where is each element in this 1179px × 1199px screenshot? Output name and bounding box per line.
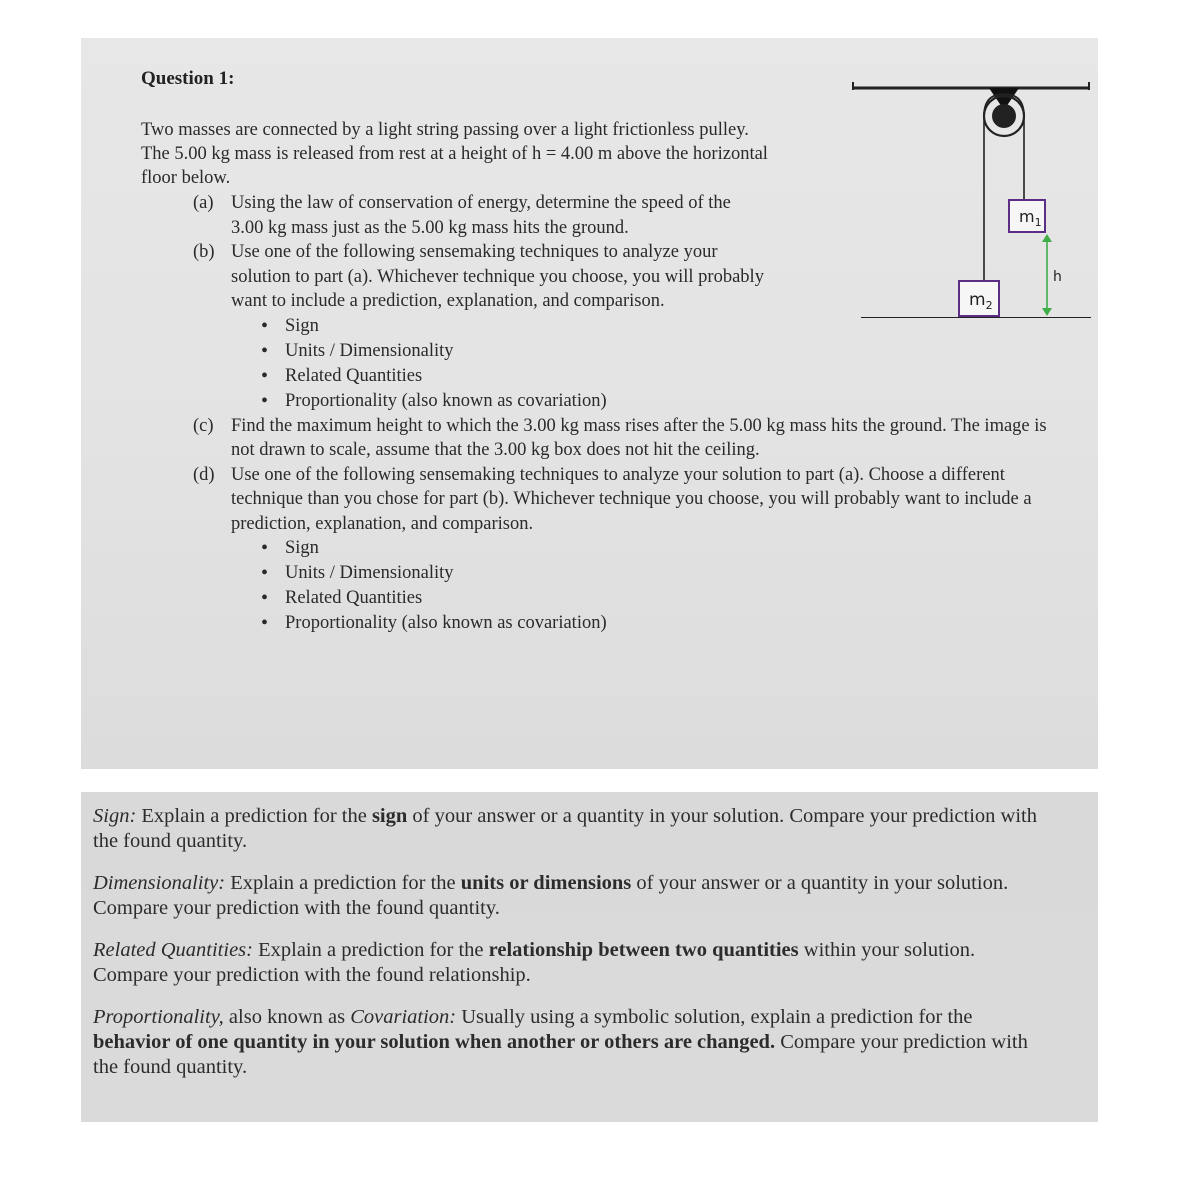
def-text: Usually using a symbolic solution, explain a prediction for the [456,1006,973,1028]
m1-label: $m_1$ [1019,207,1042,229]
part-body: Use one of the following sensemaking techniques to analyze your solution to part (a). Whichever technique you choose, you will probably want to include a prediction, explanation, and comparison. [231,242,764,311]
technique-list [231,536,1063,636]
part-label: (b) [193,242,215,262]
list-item: • Proportionality (also known as covariation) [261,611,1063,636]
pulley-diagram [771,58,1091,318]
def-text: of your answer or a quantity in your solution. Compare your prediction with the found quantity. [93,872,1009,919]
term: Sign: [93,805,137,827]
list-item: • Sign [261,314,771,339]
definition-proportionality [93,1005,1053,1080]
def-bold: sign [371,805,408,827]
question-title: Question 1: [141,68,235,89]
height-arrow-head [1042,308,1052,316]
def-text: within your solution. Compare your prediction with the found relationship. [93,939,976,986]
def-text: also known as [223,1006,351,1028]
term: Proportionality, [93,1006,224,1028]
term: Dimensionality: [93,872,226,894]
list-item: • Units / Dimensionality [261,561,1063,586]
technique-list [231,314,771,414]
definitions [93,804,1053,1097]
part-label: (a) [193,193,214,213]
part-d [193,463,1063,637]
part-text [231,463,1063,637]
pulley-hub [992,104,1016,128]
def-text: of your answer or a quantity in your solution. Compare your prediction with the found quantity. [93,805,1037,852]
part-body: Use one of the following sensemaking techniques to analyze your solution to part (a). Choose a different technique than you chose for part (b). Whichever technique you choose, you will probably want to include a prediction, explanation, and comparison. [231,464,1032,534]
part-text: Find the maximum height to which the 3.00 kg mass rises after the 5.00 kg mass hits the ground. The image is not drawn to scale, assume that the 3.00 kg box does not hit the ceiling. [231,415,1047,460]
def-bold: relationship between two quantities [488,939,799,961]
problem-photo [81,38,1098,769]
list-item: • Proportionality (also known as covariation) [261,389,771,414]
height-label: h [1053,269,1062,285]
definition-dimensionality [93,871,1053,921]
term: Related Quantities: [93,939,253,961]
def-text: Explain a prediction for the [136,805,372,827]
part-c [193,414,1063,463]
question-intro: Two masses are connected by a light string passing over a light frictionless pulley. The 5.00 kg mass is released from rest at a height of h = 4.00 m above the horizontal floor below. [141,120,768,188]
part-label: (d) [193,464,215,485]
def-text: Compare your prediction with the found quantity. [93,1031,1028,1078]
m2-label: $m_2$ [969,290,993,312]
list-item: • Units / Dimensionality [261,339,771,364]
part-label: (c) [193,415,214,436]
list-item: • Sign [261,536,1063,561]
def-text: Explain a prediction for the [252,939,489,961]
term: Covariation: [350,1006,457,1028]
definition-sign [93,804,1053,854]
list-item: • Related Quantities [261,364,771,389]
list-item: • Related Quantities [261,586,1063,611]
def-text: Explain a prediction for the [225,872,461,894]
def-bold: behavior of one quantity in your solution when another or others are changed. [93,1031,776,1053]
height-arrow-head [1042,234,1052,242]
part-text [231,240,771,414]
definitions-photo [81,792,1098,1122]
def-bold: units or dimensions [460,872,632,894]
definition-related-quantities [93,938,1053,988]
part-text: Using the law of conservation of energy, determine the speed of the 3.00 kg mass just as the 5.00 kg mass hits the ground. [231,193,731,238]
